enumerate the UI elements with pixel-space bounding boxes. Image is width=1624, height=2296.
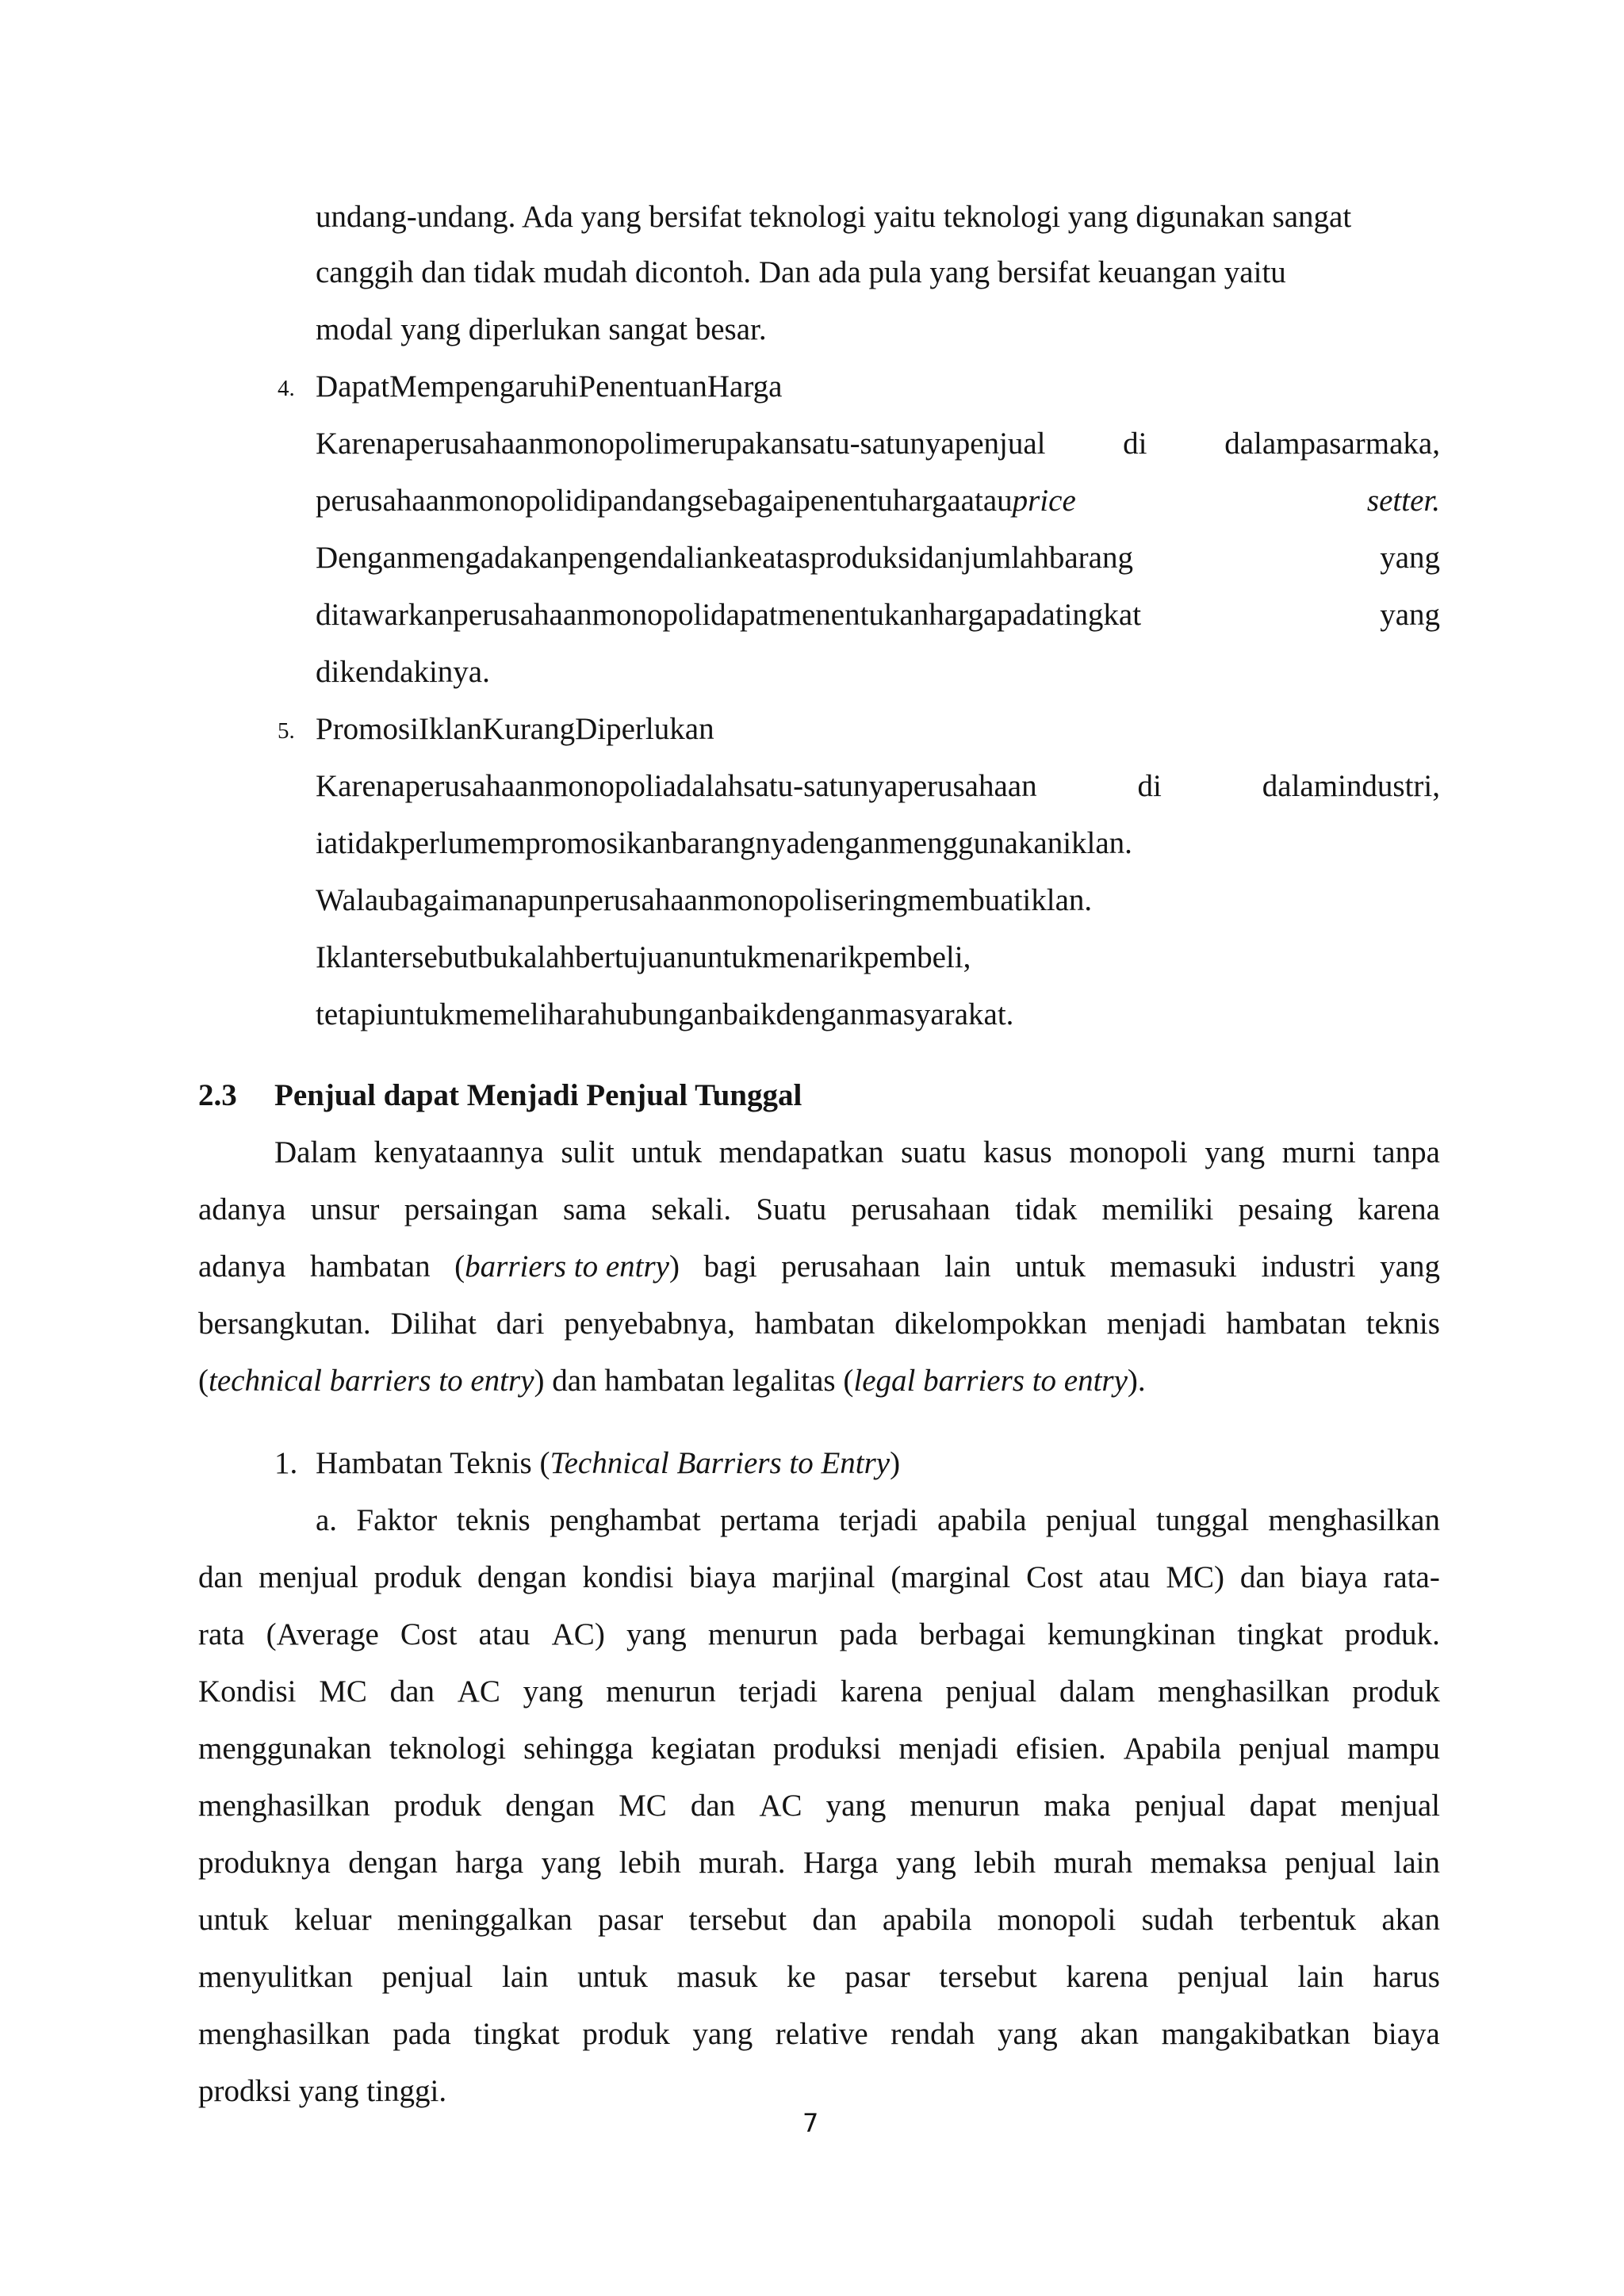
word: efisien. bbox=[1015, 1732, 1106, 1766]
word: kegiatan bbox=[650, 1732, 756, 1766]
word: dan bbox=[812, 1903, 857, 1937]
word: harus bbox=[1373, 1960, 1440, 1994]
word: AC bbox=[759, 1789, 802, 1823]
paragraph-line bbox=[198, 1901, 1440, 1939]
word: keluar bbox=[294, 1903, 372, 1937]
word: pesaing bbox=[1238, 1192, 1333, 1226]
paragraph-line: tetapiuntukmemeliharahubunganbaikdenganmasyarakat. bbox=[316, 997, 1014, 1031]
word: canggih dan tidak mudah dicontoh. Dan ada pula yang bersifat keuangan yaitu bbox=[316, 255, 1286, 289]
word: akan bbox=[1080, 2017, 1139, 2051]
paragraph-line bbox=[198, 1191, 1440, 1229]
word: tingkat bbox=[473, 2017, 560, 2051]
word: yang bbox=[692, 2017, 753, 2051]
word: karena bbox=[840, 1674, 923, 1709]
word: produk. bbox=[1344, 1617, 1440, 1651]
word: sudah bbox=[1141, 1903, 1214, 1937]
word: yang bbox=[895, 1846, 956, 1880]
word: masuk bbox=[676, 1960, 758, 1994]
word: Apabila bbox=[1123, 1732, 1222, 1766]
word: lain bbox=[1297, 1960, 1344, 1994]
list-item-title: DapatMempengaruhiPenentuanHarga bbox=[316, 369, 783, 404]
word: berbagai bbox=[919, 1617, 1026, 1651]
text-segment: ) dan hambatan legalitas ( bbox=[534, 1364, 854, 1398]
text-segment: dalampasarmaka, bbox=[1224, 427, 1440, 461]
word: adanya bbox=[198, 1192, 286, 1226]
italic-term: legal barriers to entry bbox=[853, 1364, 1128, 1398]
text-segment: di bbox=[1123, 427, 1147, 461]
word: dan bbox=[389, 1674, 435, 1709]
word: sehingga bbox=[523, 1732, 634, 1766]
word: rendah bbox=[891, 2017, 975, 2051]
word: biaya bbox=[1373, 2017, 1440, 2051]
word: yang bbox=[1205, 1135, 1266, 1169]
word: suatu bbox=[901, 1135, 967, 1169]
word: yang bbox=[541, 1846, 602, 1880]
paragraph-line bbox=[198, 1559, 1440, 1597]
text-segment: adanya bbox=[198, 1249, 286, 1284]
word: dalam bbox=[1059, 1674, 1136, 1709]
word: dengan bbox=[505, 1789, 595, 1823]
word: Harga bbox=[802, 1846, 879, 1880]
word: rata bbox=[198, 1617, 245, 1651]
word: rata- bbox=[1383, 1560, 1440, 1594]
word: menjual bbox=[1340, 1789, 1440, 1823]
word: (Average bbox=[266, 1617, 379, 1651]
word: produk bbox=[1352, 1674, 1440, 1709]
word: perusahaan bbox=[851, 1192, 990, 1226]
word: murah. bbox=[699, 1846, 786, 1880]
paragraph-line bbox=[316, 482, 1440, 520]
text-segment: perusahaanmonopolidipandangsebagaipenentuhargaatau bbox=[316, 484, 1013, 518]
word: a. bbox=[316, 1503, 338, 1537]
word: produk bbox=[373, 1560, 462, 1594]
paragraph-line bbox=[198, 1787, 1440, 1825]
word: menurun bbox=[707, 1617, 818, 1651]
word: pertama bbox=[720, 1503, 820, 1537]
word: Cost bbox=[1026, 1560, 1083, 1594]
word: penyebabnya, bbox=[564, 1307, 735, 1341]
text-segment: untuk bbox=[1015, 1249, 1086, 1284]
word: tersebut bbox=[688, 1903, 787, 1937]
word: penghambat bbox=[550, 1503, 701, 1537]
word: teknis bbox=[1365, 1307, 1440, 1341]
word: sekali. bbox=[651, 1192, 732, 1226]
word: untuk bbox=[631, 1135, 703, 1169]
word: dengan bbox=[348, 1846, 438, 1880]
word: dari bbox=[496, 1307, 545, 1341]
italic-term: price bbox=[1012, 484, 1076, 518]
word: lain bbox=[501, 1960, 549, 1994]
word: murni bbox=[1281, 1135, 1356, 1169]
word: relative bbox=[775, 2017, 868, 2051]
italic-term: technical barriers to entry bbox=[209, 1364, 534, 1398]
paragraph-line bbox=[198, 1844, 1440, 1882]
word: terjadi bbox=[738, 1674, 818, 1709]
word: karena bbox=[1358, 1192, 1440, 1226]
word: atau bbox=[1098, 1560, 1151, 1594]
paragraph-line: prodksi yang tinggi. bbox=[198, 2074, 447, 2108]
word: bersangkutan. bbox=[198, 1307, 371, 1341]
word: teknis bbox=[456, 1503, 530, 1537]
word: kemungkinan bbox=[1047, 1617, 1216, 1651]
paragraph-line: dikendakinya. bbox=[316, 655, 490, 689]
text-segment: dalamindustri, bbox=[1262, 769, 1440, 803]
word: murah bbox=[1053, 1846, 1133, 1880]
word: tanpa bbox=[1373, 1135, 1440, 1169]
word: Suatu bbox=[756, 1192, 827, 1226]
word: produk bbox=[582, 2017, 670, 2051]
word: lebih bbox=[619, 1846, 681, 1880]
paragraph-line: Walaubagaimanapunperusahaanmonopoliseringmembuatiklan. bbox=[316, 883, 1093, 917]
word: marjinal bbox=[772, 1560, 875, 1594]
text-segment: ditawarkanperusahaanmonopolidapatmenentukanhargapadatingkat bbox=[316, 598, 1142, 632]
word: MC) bbox=[1166, 1560, 1225, 1594]
word: Kondisi bbox=[198, 1674, 297, 1709]
paragraph-line: Iklantersebutbukalahbertujuanuntukmenarikpembeli, bbox=[316, 940, 971, 974]
list-number: 5. bbox=[278, 718, 295, 744]
word: penjual bbox=[1134, 1789, 1226, 1823]
word: biaya bbox=[1300, 1560, 1368, 1594]
word: atau bbox=[478, 1617, 530, 1651]
word: Dalam bbox=[274, 1135, 357, 1169]
word: menghasilkan bbox=[198, 1789, 370, 1823]
list-item-title bbox=[316, 1445, 900, 1483]
word: persaingan bbox=[404, 1192, 538, 1226]
section-number: 2.3 bbox=[198, 1078, 237, 1112]
word: menjadi bbox=[1106, 1307, 1207, 1341]
text-segment: Hambatan Teknis ( bbox=[316, 1446, 550, 1480]
word: penjual bbox=[1285, 1846, 1377, 1880]
page-number: 7 bbox=[802, 2108, 819, 2138]
text-segment: ( bbox=[198, 1364, 209, 1398]
text-segment: ). bbox=[1127, 1364, 1146, 1398]
word: dan bbox=[198, 1560, 243, 1594]
word: menjadi bbox=[898, 1732, 998, 1766]
text-segment: industri bbox=[1261, 1249, 1356, 1284]
word: produksi bbox=[772, 1732, 882, 1766]
word: sulit bbox=[561, 1135, 615, 1169]
word: pasar bbox=[598, 1903, 664, 1937]
word: terbentuk bbox=[1239, 1903, 1357, 1937]
word: tunggal bbox=[1156, 1503, 1250, 1537]
word: Cost bbox=[400, 1617, 458, 1651]
paragraph-line bbox=[316, 1502, 1440, 1540]
word: MC bbox=[319, 1674, 367, 1709]
word: (marginal bbox=[891, 1560, 1011, 1594]
paragraph-line bbox=[198, 1362, 1146, 1400]
word: untuk bbox=[198, 1903, 269, 1937]
word: apabila bbox=[882, 1903, 972, 1937]
word: dikelompokkan bbox=[894, 1307, 1087, 1341]
word: AC bbox=[457, 1674, 500, 1709]
italic-term: barriers to entry bbox=[465, 1249, 669, 1284]
paragraph-line bbox=[316, 539, 1440, 577]
word: monopoli bbox=[1069, 1135, 1188, 1169]
paragraph-line bbox=[274, 1134, 1440, 1172]
paragraph-line bbox=[316, 425, 1440, 463]
word: menghasilkan bbox=[198, 2017, 370, 2051]
paragraph-line bbox=[316, 767, 1440, 806]
text-segment: yang bbox=[1380, 541, 1440, 575]
word: mampu bbox=[1346, 1732, 1440, 1766]
word: kenyataannya bbox=[373, 1135, 544, 1169]
italic-term: setter. bbox=[1366, 484, 1440, 518]
italic-term: Technical Barriers to Entry bbox=[550, 1446, 891, 1480]
paragraph-line bbox=[198, 1248, 1440, 1286]
word: menghasilkan bbox=[1268, 1503, 1440, 1537]
paragraph-line: iatidakperlumempromosikanbarangnyadenganmenggunakaniklan. bbox=[316, 826, 1132, 860]
word: menurun bbox=[910, 1789, 1021, 1823]
word: penjual bbox=[1239, 1732, 1330, 1766]
word: mangakibatkan bbox=[1161, 2017, 1350, 2051]
word: memaksa bbox=[1150, 1846, 1267, 1880]
word: dan bbox=[1239, 1560, 1285, 1594]
word: pasar bbox=[845, 1960, 910, 1994]
text-segment: ( bbox=[454, 1249, 465, 1284]
paragraph-line bbox=[316, 254, 1440, 292]
paragraph-line: modal yang diperlukan sangat besar. bbox=[316, 312, 767, 346]
word: mendapatkan bbox=[718, 1135, 884, 1169]
word: monopoli bbox=[997, 1903, 1116, 1937]
word: produknya bbox=[198, 1846, 331, 1880]
word: menghasilkan bbox=[1158, 1674, 1330, 1709]
word: lain bbox=[1393, 1846, 1440, 1880]
text-segment: Denganmengadakanpengendaliankeatasproduksidanjumlahbarang bbox=[316, 541, 1133, 575]
text-segment bbox=[454, 1248, 680, 1286]
text-segment: ) bbox=[668, 1249, 680, 1284]
word: karena bbox=[1066, 1960, 1149, 1994]
text-segment: memasuki bbox=[1109, 1249, 1237, 1284]
word: biaya bbox=[689, 1560, 756, 1594]
word: AC) bbox=[551, 1617, 605, 1651]
word: teknologi bbox=[389, 1732, 507, 1766]
word: menggunakan bbox=[198, 1732, 372, 1766]
paragraph-line bbox=[198, 1958, 1440, 1996]
word: hambatan bbox=[754, 1307, 875, 1341]
word: tersebut bbox=[939, 1960, 1037, 1994]
word: dengan bbox=[477, 1560, 567, 1594]
text-segment: di bbox=[1137, 769, 1162, 803]
text-segment: lain bbox=[944, 1249, 991, 1284]
text-segment: yang bbox=[1380, 598, 1440, 632]
text-segment: bagi bbox=[703, 1249, 757, 1284]
text-segment: Karenaperusahaanmonopoliadalahsatu-satunyaperusahaan bbox=[316, 769, 1037, 803]
word: penjual bbox=[1177, 1960, 1269, 1994]
word: penjual bbox=[1045, 1503, 1137, 1537]
word: pada bbox=[839, 1617, 898, 1651]
word: unsur bbox=[310, 1192, 380, 1226]
paragraph-line bbox=[198, 1616, 1440, 1654]
word: untuk bbox=[577, 1960, 648, 1994]
word: Faktor bbox=[356, 1503, 438, 1537]
word: menurun bbox=[606, 1674, 716, 1709]
list-item-title: PromosiIklanKurangDiperlukan bbox=[316, 712, 714, 746]
word: hambatan bbox=[1226, 1307, 1346, 1341]
word: ke bbox=[786, 1960, 816, 1994]
word: pada bbox=[393, 2017, 451, 2051]
word: menyulitkan bbox=[198, 1960, 353, 1994]
word: Dilihat bbox=[390, 1307, 477, 1341]
word: kasus bbox=[983, 1135, 1052, 1169]
word: harga bbox=[455, 1846, 524, 1880]
text-segment: perusahaan bbox=[781, 1249, 921, 1284]
word: lebih bbox=[974, 1846, 1036, 1880]
paragraph-line bbox=[316, 596, 1440, 634]
word: penjual bbox=[945, 1674, 1037, 1709]
word: akan bbox=[1381, 1903, 1440, 1937]
word: maka bbox=[1044, 1789, 1111, 1823]
text-segment: Karenaperusahaanmonopolimerupakansatu-satunyapenjual bbox=[316, 427, 1046, 461]
word: dapat bbox=[1249, 1789, 1317, 1823]
paragraph-line bbox=[198, 1305, 1440, 1343]
word: sama bbox=[562, 1192, 627, 1226]
word: undang-undang. Ada yang bersifat teknologi yaitu teknologi yang digunakan sangat bbox=[316, 200, 1352, 234]
word: yang bbox=[626, 1617, 687, 1651]
paragraph-line bbox=[198, 1730, 1440, 1768]
word: yang bbox=[523, 1674, 584, 1709]
word: penjual bbox=[381, 1960, 473, 1994]
text-segment: ) bbox=[890, 1446, 901, 1480]
word: memiliki bbox=[1101, 1192, 1214, 1226]
section-title: Penjual dapat Menjadi Penjual Tunggal bbox=[274, 1078, 802, 1112]
word: meninggalkan bbox=[396, 1903, 573, 1937]
word: tingkat bbox=[1237, 1617, 1323, 1651]
text-segment: hambatan bbox=[309, 1249, 431, 1284]
word: apabila bbox=[936, 1503, 1027, 1537]
list-number: 4. bbox=[278, 376, 295, 401]
word: menjual bbox=[259, 1560, 358, 1594]
paragraph-line bbox=[198, 2015, 1440, 2053]
word: yang bbox=[825, 1789, 887, 1823]
word: produk bbox=[393, 1789, 482, 1823]
text-segment: yang bbox=[1380, 1249, 1440, 1284]
list-number: 1. bbox=[274, 1446, 298, 1480]
paragraph-line bbox=[316, 198, 1440, 236]
word: MC bbox=[619, 1789, 667, 1823]
word: kondisi bbox=[582, 1560, 674, 1594]
paragraph-line bbox=[198, 1673, 1440, 1711]
word: dan bbox=[690, 1789, 736, 1823]
word: tidak bbox=[1015, 1192, 1078, 1226]
word: yang bbox=[997, 2017, 1058, 2051]
word: terjadi bbox=[838, 1503, 918, 1537]
